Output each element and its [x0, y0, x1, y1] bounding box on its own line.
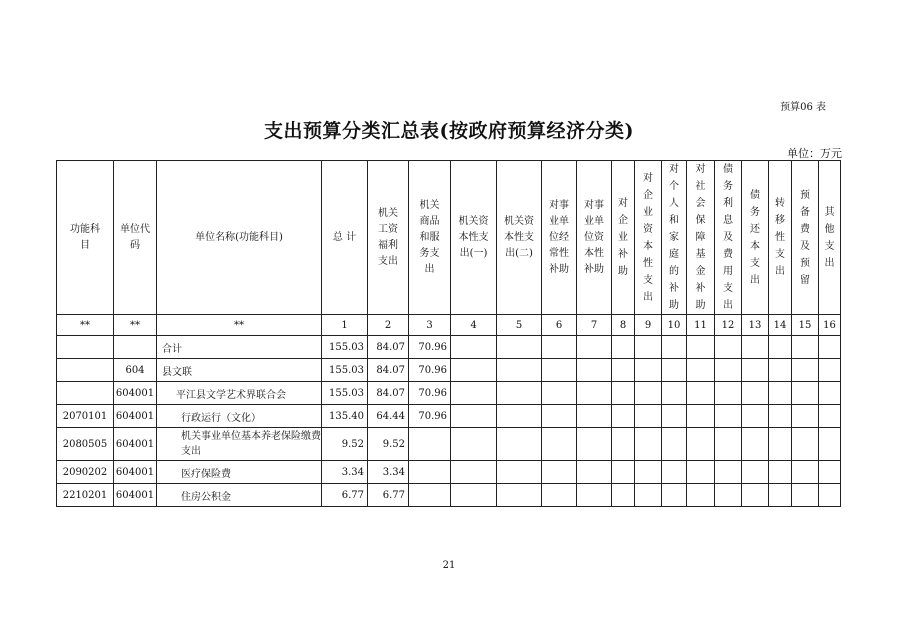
unit-name-cell: 行政运行（文化） [157, 405, 322, 428]
empty-cell [742, 428, 769, 461]
empty-cell [612, 382, 635, 405]
func-code-cell: 2090202 [57, 461, 114, 484]
empty-cell [819, 428, 841, 461]
index-cell: 2 [368, 315, 409, 336]
empty-cell [451, 336, 497, 359]
empty-cell [612, 405, 635, 428]
empty-cell [792, 405, 819, 428]
table-row [57, 428, 841, 461]
empty-cell [742, 405, 769, 428]
col-2-cell: 3.34 [368, 461, 409, 484]
empty-cell [792, 461, 819, 484]
empty-cell [497, 359, 542, 382]
empty-cell [819, 461, 841, 484]
header-unit-code: 单位代码 [114, 161, 157, 315]
empty-cell [819, 484, 841, 507]
empty-cell [769, 428, 792, 461]
index-cell: 15 [792, 315, 819, 336]
form-number: 预算06 表 [780, 102, 826, 113]
empty-cell [542, 484, 577, 507]
empty-cell [497, 382, 542, 405]
header-col-8: 对企业补助 [612, 161, 635, 315]
func-code-cell [57, 336, 114, 359]
func-code-cell: 2070101 [57, 405, 114, 428]
header-col-16: 其他支出 [819, 161, 841, 315]
empty-cell [635, 428, 662, 461]
empty-cell [687, 461, 715, 484]
col-3-cell [409, 484, 451, 507]
empty-cell [769, 336, 792, 359]
header-col-2: 机关工资福利支出 [368, 161, 409, 315]
empty-cell [451, 484, 497, 507]
index-cell: ** [114, 315, 157, 336]
empty-cell [662, 359, 687, 382]
empty-cell [577, 405, 612, 428]
unit-code-cell: 604001 [114, 405, 157, 428]
table-row [57, 336, 841, 359]
index-cell: 10 [662, 315, 687, 336]
empty-cell [792, 428, 819, 461]
empty-cell [687, 382, 715, 405]
empty-cell [769, 461, 792, 484]
empty-cell [742, 336, 769, 359]
empty-cell [635, 382, 662, 405]
empty-cell [577, 428, 612, 461]
table-row [57, 359, 841, 382]
index-cell: 7 [577, 315, 612, 336]
col-2-cell: 9.52 [368, 428, 409, 461]
empty-cell [792, 382, 819, 405]
empty-cell [715, 461, 742, 484]
col-2-cell: 84.07 [368, 359, 409, 382]
empty-cell [687, 428, 715, 461]
empty-cell [715, 405, 742, 428]
empty-cell [662, 461, 687, 484]
empty-cell [687, 359, 715, 382]
col-3-cell: 70.96 [409, 405, 451, 428]
total-cell: 155.03 [322, 382, 368, 405]
empty-cell [662, 382, 687, 405]
empty-cell [819, 382, 841, 405]
empty-cell [497, 484, 542, 507]
empty-cell [612, 359, 635, 382]
header-col-6: 对事业单位经常性补助 [542, 161, 577, 315]
header-func-code: 功能科目 [57, 161, 114, 315]
header-col-3: 机关商品和服务支出 [409, 161, 451, 315]
index-cell: 4 [451, 315, 497, 336]
empty-cell [819, 359, 841, 382]
empty-cell [742, 484, 769, 507]
empty-cell [577, 359, 612, 382]
empty-cell [662, 428, 687, 461]
func-code-cell: 2210201 [57, 484, 114, 507]
func-code-cell: 2080505 [57, 428, 114, 461]
table-row [57, 484, 841, 507]
index-cell: 9 [635, 315, 662, 336]
empty-cell [577, 336, 612, 359]
header-col-14: 转移性支出 [769, 161, 792, 315]
table-row [57, 405, 841, 428]
table-row [57, 461, 841, 484]
empty-cell [451, 359, 497, 382]
empty-cell [577, 484, 612, 507]
empty-cell [715, 382, 742, 405]
empty-cell [497, 461, 542, 484]
empty-cell [662, 336, 687, 359]
empty-cell [662, 405, 687, 428]
empty-cell [687, 336, 715, 359]
col-2-cell: 64.44 [368, 405, 409, 428]
index-cell: 5 [497, 315, 542, 336]
empty-cell [497, 428, 542, 461]
empty-cell [451, 428, 497, 461]
unit-code-cell: 604001 [114, 461, 157, 484]
header-col-10: 对个人和家庭的补助 [662, 161, 687, 315]
func-code-cell [57, 382, 114, 405]
unit-code-cell: 604001 [114, 382, 157, 405]
unit-name-cell: 医疗保险费 [157, 461, 322, 484]
unit-name-cell: 县文联 [157, 359, 322, 382]
empty-cell [612, 484, 635, 507]
empty-cell [792, 484, 819, 507]
empty-cell [635, 359, 662, 382]
total-cell: 155.03 [322, 336, 368, 359]
page-title: 支出预算分类汇总表(按政府预算经济分类) [264, 120, 634, 142]
empty-cell [497, 336, 542, 359]
func-code-cell [57, 359, 114, 382]
empty-cell [635, 461, 662, 484]
empty-cell [635, 405, 662, 428]
empty-cell [792, 336, 819, 359]
empty-cell [715, 359, 742, 382]
empty-cell [769, 405, 792, 428]
header-col-11: 对社会保障基金补助 [687, 161, 715, 315]
unit-name-cell: 合计 [157, 336, 322, 359]
col-3-cell: 70.96 [409, 336, 451, 359]
header-col-9: 对企业资本性支出 [635, 161, 662, 315]
header-col-5: 机关资本性支出(二) [497, 161, 542, 315]
empty-cell [819, 336, 841, 359]
empty-cell [635, 484, 662, 507]
empty-cell [687, 484, 715, 507]
header-row [57, 161, 841, 315]
header-unit-name: 单位名称(功能科目) [157, 161, 322, 315]
total-cell: 135.40 [322, 405, 368, 428]
empty-cell [451, 382, 497, 405]
col-3-cell [409, 461, 451, 484]
empty-cell [715, 336, 742, 359]
empty-cell [769, 382, 792, 405]
empty-cell [635, 336, 662, 359]
unit-code-cell: 604001 [114, 484, 157, 507]
empty-cell [577, 382, 612, 405]
unit-code-cell: 604001 [114, 428, 157, 461]
empty-cell [769, 359, 792, 382]
col-2-cell: 6.77 [368, 484, 409, 507]
empty-cell [542, 382, 577, 405]
empty-cell [612, 428, 635, 461]
total-cell: 6.77 [322, 484, 368, 507]
empty-cell [542, 405, 577, 428]
unit-name-cell: 住房公积金 [157, 484, 322, 507]
index-cell: ** [57, 315, 114, 336]
empty-cell [542, 461, 577, 484]
unit-code-cell [114, 336, 157, 359]
total-cell: 155.03 [322, 359, 368, 382]
empty-cell [742, 359, 769, 382]
empty-cell [715, 428, 742, 461]
empty-cell [769, 484, 792, 507]
empty-cell [792, 359, 819, 382]
empty-cell [742, 461, 769, 484]
header-col-12: 债务利息及费用支出 [715, 161, 742, 315]
budget-table [56, 160, 841, 507]
unit-label: 单位：万元 [787, 147, 842, 160]
empty-cell [497, 405, 542, 428]
empty-cell [662, 484, 687, 507]
header-col-15: 预备费及预留 [792, 161, 819, 315]
empty-cell [542, 336, 577, 359]
unit-code-cell: 604 [114, 359, 157, 382]
index-cell: ** [157, 315, 322, 336]
total-cell: 3.34 [322, 461, 368, 484]
empty-cell [715, 484, 742, 507]
empty-cell [542, 428, 577, 461]
col-3-cell: 70.96 [409, 359, 451, 382]
unit-name-cell: 平江县文学艺术界联合会 [157, 382, 322, 405]
empty-cell [612, 336, 635, 359]
empty-cell [742, 382, 769, 405]
empty-cell [451, 461, 497, 484]
index-cell: 8 [612, 315, 635, 336]
index-cell: 14 [769, 315, 792, 336]
total-cell: 9.52 [322, 428, 368, 461]
table-row [57, 382, 841, 405]
index-row [57, 315, 841, 336]
col-3-cell [409, 428, 451, 461]
empty-cell [577, 461, 612, 484]
index-cell: 13 [742, 315, 769, 336]
empty-cell [451, 405, 497, 428]
index-cell: 11 [687, 315, 715, 336]
index-cell: 12 [715, 315, 742, 336]
page-number: 21 [442, 560, 456, 571]
empty-cell [612, 461, 635, 484]
empty-cell [819, 405, 841, 428]
unit-name-cell: 机关事业单位基本养老保险缴费支出 [157, 428, 322, 461]
col-2-cell: 84.07 [368, 382, 409, 405]
header-col-13: 债务还本支出 [742, 161, 769, 315]
header-col-4: 机关资本性支出(一) [451, 161, 497, 315]
col-3-cell: 70.96 [409, 382, 451, 405]
index-cell: 16 [819, 315, 841, 336]
header-total: 总 计 [322, 161, 368, 315]
index-cell: 1 [322, 315, 368, 336]
header-col-7: 对事业单位资本性补助 [577, 161, 612, 315]
index-cell: 6 [542, 315, 577, 336]
empty-cell [542, 359, 577, 382]
col-2-cell: 84.07 [368, 336, 409, 359]
empty-cell [687, 405, 715, 428]
index-cell: 3 [409, 315, 451, 336]
